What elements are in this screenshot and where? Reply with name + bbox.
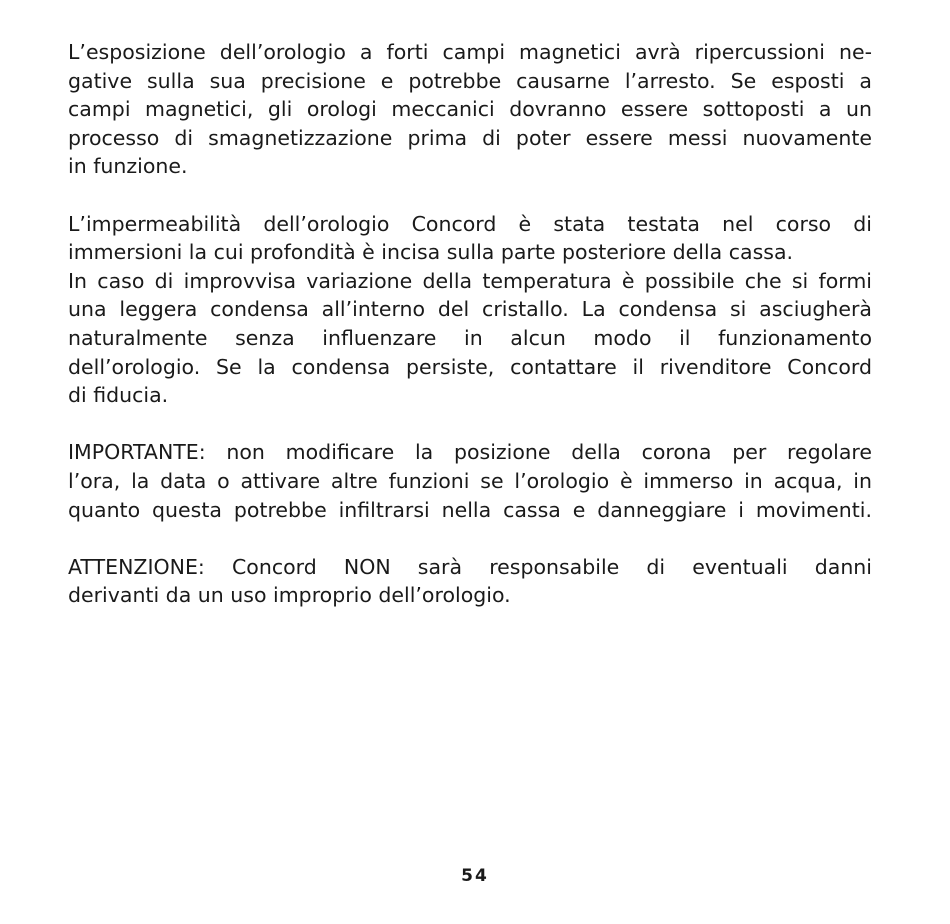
text-line: In caso di improvvisa variazione della temperatura è possibile che si formi [68,268,872,293]
paragraph-spacer [68,410,872,439]
page-number: 54 [461,866,489,886]
text-line: di fiducia. [68,383,169,408]
paragraph-water-resistance [68,210,872,410]
text-line: in funzione. [68,154,188,179]
text-line: una leggera condensa all’interno del cristallo. La condensa si asciugherà [68,297,872,322]
text-line: dell’orologio. Se la condensa persiste, contattare il rivenditore Concord [68,354,872,379]
text-line: IMPORTANTE: non modificare la posizione della corona per regolare [68,440,872,465]
text-line: l’ora, la data o attivare altre funzioni se l’orologio è immerso in acqua, in [68,468,872,493]
paragraph-magnetism [68,38,872,181]
text-line: gative sulla sua precisione e potrebbe causarne l’arresto. Se esposti a [68,68,872,93]
text-line: L’esposizione dell’orologio a forti campi magnetici avrà ripercussioni ne- [68,40,872,64]
text-line: campi magnetici, gli orologi meccanici dovranno essere sottoposti a un [68,97,872,122]
text-line: processo di smagnetizzazione prima di poter essere messi nuovamente [68,125,872,150]
paragraph-warning [68,553,872,610]
text-line: immersioni la cui profondità è incisa sulla parte posteriore della cassa. [68,240,794,265]
text-line: derivanti da un uso improprio dell’orologio. [68,583,511,608]
text-line: naturalmente senza influenzare in alcun modo il funzionamento [68,325,872,350]
text-line: ATTENZIONE: Concord NON sarà responsabile di eventuali danni [68,554,872,579]
paragraph-spacer [68,181,872,210]
text-line: quanto questa potrebbe infiltrarsi nella cassa e danneggiare i movimenti. [68,497,872,522]
document-body [68,38,872,610]
text-line: L’impermeabilità dell’orologio Concord è stata testata nel corso di [68,211,872,236]
paragraph-important [68,438,872,524]
paragraph-spacer [68,524,872,553]
